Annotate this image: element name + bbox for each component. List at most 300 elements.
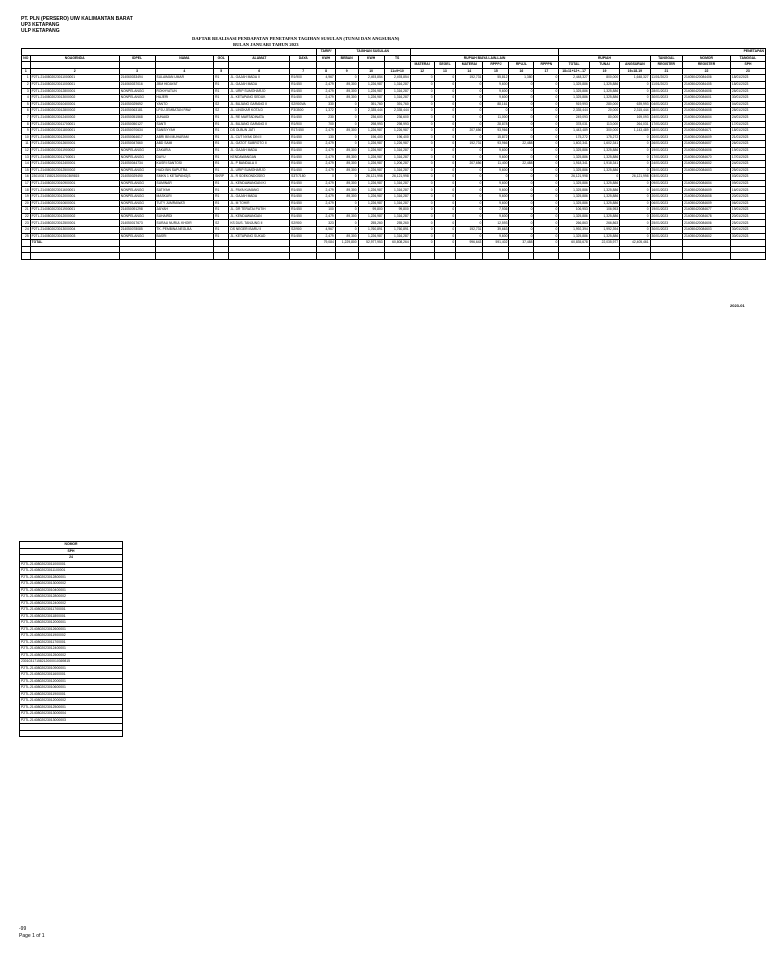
cell-kwh2: 1,226,987	[358, 81, 384, 88]
cell-daya: S3T/7180	[290, 174, 317, 181]
cell-tglsph: 06/01/2023	[730, 200, 765, 207]
cell-tglreg: 25/01/2023	[650, 220, 683, 227]
cell-kwh2: 196,400	[358, 134, 384, 141]
cell-gol: R1	[214, 147, 229, 154]
cell-kwh: 2,479	[317, 180, 335, 187]
cell-ts: 1,316,287	[384, 200, 410, 207]
cell-materai2: 0	[456, 187, 483, 194]
cell-tunai: 300,000	[589, 128, 619, 135]
tanggal-sph-header: TANGGAL	[730, 55, 765, 62]
cell-rpppj: 11,400	[483, 161, 509, 168]
cell-kwh2: 1,226,987	[358, 180, 384, 187]
cell-kwh: 2,479	[317, 128, 335, 135]
header-row-2	[22, 55, 766, 62]
cell-kwh2: 391,760	[358, 101, 384, 108]
cell-alamat: JL. KENDAWANGAN KI	[229, 180, 290, 187]
cell-ts: 255,260	[384, 220, 410, 227]
table-row	[22, 108, 766, 115]
cell-materai: 0	[410, 147, 434, 154]
cell-idpel: 214050070634	[119, 128, 155, 135]
cell-angsuran: 0	[620, 88, 650, 95]
cell-idpel: 214050050127	[119, 121, 155, 128]
cell-ts: 1,226,987	[384, 128, 410, 135]
cell-daya: R1/450	[290, 154, 317, 161]
cell-tglsph: 21/01/2023	[730, 134, 765, 141]
cell-materai2: 0	[456, 95, 483, 102]
cell-nomor: 214050420084606	[683, 147, 731, 154]
cell-idpel: 214060037016	[119, 81, 155, 88]
cell-nama: ABD SAMI	[155, 141, 214, 148]
cell-agenda: P2TL.2140802023011700001	[30, 154, 119, 161]
rpppn-header: RPPPN	[534, 62, 559, 69]
cell-segel: 0	[434, 154, 456, 161]
cell-segel: 0	[434, 147, 456, 154]
cell-segel: 0	[434, 207, 456, 214]
cell-angsuran: 1,648,327	[620, 75, 650, 82]
cell-materai2: 0	[456, 147, 483, 154]
cell-alamat: JL. DR TERATAI PUTIH	[229, 207, 290, 214]
cell-tunai: 175,272	[589, 134, 619, 141]
cell-rpujl: 0	[509, 114, 534, 121]
cell-daya: R1/450	[290, 81, 317, 88]
angsuran-header: ANGSURAN	[620, 62, 650, 69]
cell-materai: 0	[410, 95, 434, 102]
cell-tunai: 0	[589, 174, 619, 181]
tarif-header: TARIF/	[317, 49, 335, 56]
cell-rpppj: 15,872	[483, 134, 509, 141]
cell-idpel: NONPELANGG	[119, 180, 155, 187]
cell-rpujl: 0	[509, 121, 534, 128]
cell-no: 9	[22, 128, 31, 135]
cell-beban: 89,300	[335, 161, 358, 168]
cell-angsuran: 0	[620, 141, 650, 148]
cell-materai: 0	[410, 101, 434, 108]
footer-page: Page 1 of 1	[19, 933, 45, 939]
cell-no: 1	[22, 75, 31, 82]
cell-tglreg: 20/01/2023	[650, 213, 683, 220]
cell-total: 1,325,886	[559, 200, 589, 207]
cell-rpujl: 0	[509, 95, 534, 102]
sph-number: P2TL.2140802023012600001	[20, 626, 123, 633]
cell-nama: SUMINAR	[155, 180, 214, 187]
cell-rpppj: 9,600	[483, 88, 509, 95]
cell-tglsph: 25/01/2023	[730, 220, 765, 227]
cell-kwh2: 1,226,987	[358, 154, 384, 161]
cell-tunai: 1,325,886	[589, 180, 619, 187]
cell-rpppn: 0	[534, 108, 559, 115]
company-name: PT. PLN (PERSERO) UIW KALIMANTAN BARAT	[21, 16, 133, 22]
cell-no: 21	[22, 207, 31, 214]
table-row	[22, 194, 766, 201]
cell-gol: S2	[214, 101, 229, 108]
cell-angsuran: 0	[620, 154, 650, 161]
cell-materai2: 192,731	[456, 141, 483, 148]
cell-total: 2,448,327	[559, 75, 589, 82]
cell-kwh: 2,479	[317, 147, 335, 154]
table-row	[22, 161, 766, 168]
cell-rpppn: 0	[534, 213, 559, 220]
cell-daya: R1/900	[290, 121, 317, 128]
cell-beban: 89,300	[335, 213, 358, 220]
cell-kwh: 2,479	[317, 187, 335, 194]
cell-materai: 0	[410, 220, 434, 227]
sph-number: P2TL.2140802023011000001	[20, 561, 123, 568]
rupiah-header: RUPIAH	[559, 55, 650, 62]
column-number: 15	[483, 68, 509, 75]
cell-kwh2: 1,226,987	[358, 194, 384, 201]
register-header: REGISTER	[650, 62, 683, 69]
cell-materai2: 0	[456, 167, 483, 174]
cell-tglsph: 30/01/2023	[730, 233, 765, 240]
total-empty-cell	[290, 240, 317, 247]
cell-alamat: JL. GAJAH MADA	[229, 194, 290, 201]
cell-rpppj: 0	[483, 108, 509, 115]
cell-tglreg: 20/01/2023	[650, 194, 683, 201]
cell-rpujl: 0	[509, 147, 534, 154]
sph-number: P2TL.2140802023013000002	[20, 581, 123, 588]
tagihan-susulan-header: TAGIHAN SUSULAN	[335, 49, 410, 56]
cell-agenda: P2TL.2140802023011600001	[30, 187, 119, 194]
cell-idpel: 214050029692	[119, 101, 155, 108]
cell-rpppj: 9,600	[483, 147, 509, 154]
report-period: BULAN JANUARI TAHUN 2023	[233, 42, 299, 47]
cell-ts: 1,316,287	[384, 147, 410, 154]
sph-number: P2TL.2140802023011700001	[20, 607, 123, 614]
cell-rpppj: 9,600	[483, 167, 509, 174]
cell-rpppj: 9,600	[483, 213, 509, 220]
cell-idpel: 214050047660	[119, 141, 155, 148]
column-number: 5	[214, 68, 229, 75]
cell-kwh: 4,967	[317, 227, 335, 234]
cell-beban: 89,300	[335, 167, 358, 174]
cell-ts: 1,316,287	[384, 88, 410, 95]
cell-kwh2: 99,800	[358, 207, 384, 214]
cell-gol: R1	[214, 167, 229, 174]
cell-rpppn: 0	[534, 194, 559, 201]
cell-kwh2: 298,993	[358, 121, 384, 128]
cell-rpppn: 0	[534, 128, 559, 135]
cell-total: 1,325,886	[559, 167, 589, 174]
cell-segel: 0	[434, 128, 456, 135]
cell-rpppn: 0	[534, 81, 559, 88]
cell-total: 1,325,886	[559, 194, 589, 201]
cell-alamat: JL. KENDAWANGAN	[229, 213, 290, 220]
cell-ts: 1,316,287	[384, 81, 410, 88]
cell-nomor: 214050420084603	[683, 227, 731, 234]
cell-no: 17	[22, 180, 31, 187]
cell-kwh: 0	[317, 174, 335, 181]
cell-segel: 0	[434, 134, 456, 141]
cell-tglsph: 28/01/2023	[730, 108, 765, 115]
cell-nama: HADI BIN SAPUTRA	[155, 167, 214, 174]
cell-alamat: JL. URIP SUMOHARJO	[229, 167, 290, 174]
cell-nama: TUTY JUMRAWATI	[155, 200, 214, 207]
cell-gol: R1	[214, 95, 229, 102]
cell-tglsph: 18/01/2023	[730, 81, 765, 88]
cell-tglsph: 26/01/2023	[730, 141, 765, 148]
cell-tglreg: 24/01/2023	[650, 161, 683, 168]
cell-segel: 0	[434, 227, 456, 234]
cell-ts: 1,226,987	[384, 141, 410, 148]
cell-tglsph: 19/01/2023	[730, 147, 765, 154]
cell-beban: 0	[335, 108, 358, 115]
cell-no: 25	[22, 233, 31, 240]
cell-angsuran: 264,031	[620, 121, 650, 128]
cell-segel: 0	[434, 121, 456, 128]
column-number: 6	[229, 68, 290, 75]
cell-ts: 391,760	[384, 101, 410, 108]
cell-angsuran: 0	[620, 213, 650, 220]
cell-kwh2: 2,493,854	[358, 75, 384, 82]
sph-number: P2TL.2140802023012800001	[20, 574, 123, 581]
cell-beban: 89,300	[335, 81, 358, 88]
cell-gol: R1	[214, 75, 229, 82]
cell-tunai: 1,325,886	[589, 213, 619, 220]
table-row	[22, 147, 766, 154]
cell-tglsph: 18/01/2023	[730, 75, 765, 82]
table-row	[22, 75, 766, 82]
cell-total: 1,325,886	[559, 213, 589, 220]
cell-rpppn: 0	[534, 75, 559, 82]
sph-number: P2TL.2140802023011600001	[20, 672, 123, 679]
sph-number: P2TL.2140802023011700001	[20, 639, 123, 646]
cell-materai2: 0	[456, 207, 483, 214]
cell-rpujl: 0	[509, 174, 534, 181]
cell-agenda: P2TL.2140802023013000004	[30, 227, 119, 234]
cell-rpujl: 0	[509, 233, 534, 240]
cell-nama: ABRI BIN MUHARAM	[155, 134, 214, 141]
cell-alamat: JL. R SOEKONDGSEO	[229, 174, 290, 181]
cell-no: 12	[22, 147, 31, 154]
cell-tglreg: 19/01/2023	[650, 147, 683, 154]
cell-total: 1,918,341	[559, 161, 589, 168]
cell-daya: R1/450	[290, 200, 317, 207]
table-row	[22, 180, 766, 187]
cell-ts: 1,316,287	[384, 167, 410, 174]
cell-beban: 0	[335, 101, 358, 108]
cell-rpppn: 0	[534, 101, 559, 108]
cell-gol: R1	[214, 81, 229, 88]
cell-no: 14	[22, 161, 31, 168]
cell-angsuran: 0	[620, 200, 650, 207]
cell-rpppj: 55,812	[483, 75, 509, 82]
cell-tunai: 1,325,886	[589, 200, 619, 207]
cell-kwh2: 1,226,987	[358, 233, 384, 240]
cell-kwh2: 2,335,444	[358, 108, 384, 115]
cell-nama: ROKHYATUN	[155, 88, 214, 95]
cell-kwh2: 1,226,987	[358, 95, 384, 102]
cell-beban: 0	[335, 227, 358, 234]
total-materai2: 996,643	[456, 240, 483, 247]
cell-kwh: 2,479	[317, 154, 335, 161]
cell-rpujl: 0	[509, 187, 534, 194]
segel-header: SEGEL	[434, 62, 456, 69]
cell-tunai: 1,325,886	[589, 154, 619, 161]
total-empty-cell	[155, 240, 214, 247]
total-empty-cell	[730, 240, 765, 247]
cell-idpel: 214060033494	[119, 75, 155, 82]
cell-materai: 0	[410, 108, 434, 115]
cell-tunai: 106,953	[589, 207, 619, 214]
cell-alamat: JL. M TOHIR	[229, 200, 290, 207]
cell-rpppn: 0	[534, 227, 559, 234]
cell-tunai: 266,863	[589, 220, 619, 227]
cell-no: 18	[22, 187, 31, 194]
cell-no: 13	[22, 154, 31, 161]
sph-number: P2TL.2140802023010900001	[20, 665, 123, 672]
column-number: 12	[410, 68, 434, 75]
sph-number: P2TL.2140802023012000001	[20, 620, 123, 627]
cell-rpppn: 0	[534, 187, 559, 194]
cell-agenda: P2TL.2140802023012800002	[30, 108, 119, 115]
cell-tglsph: 30/01/2023	[730, 95, 765, 102]
cell-kwh: 100	[317, 207, 335, 214]
cell-rpppn: 0	[534, 220, 559, 227]
cell-tglsph: 09/01/2023	[730, 180, 765, 187]
cell-nama: BASRI	[155, 233, 214, 240]
cell-materai: 0	[410, 81, 434, 88]
cell-agenda: P2TL.2140802023012000001	[30, 134, 119, 141]
column-number: 2	[30, 68, 119, 75]
cell-rpppn: 0	[534, 121, 559, 128]
cell-total: 1,325,886	[559, 81, 589, 88]
cell-rpppj: 12,593	[483, 220, 509, 227]
column-number: 13	[434, 68, 456, 75]
cell-kwh2: 1,226,987	[358, 88, 384, 95]
cell-kwh2: 1,226,987	[358, 161, 384, 168]
cell-total: 249,093	[559, 114, 589, 121]
cell-materai2: 0	[456, 180, 483, 187]
cell-gol: R1	[214, 141, 229, 148]
noagenda-header: NOAGENDA	[30, 55, 119, 62]
cell-angsuran: 0	[620, 187, 650, 194]
cell-daya: R1/450	[290, 134, 317, 141]
cell-gol: R1	[214, 88, 229, 95]
cell-materai2: 0	[456, 88, 483, 95]
cell-tunai: 113,000	[589, 121, 619, 128]
cell-kwh: 2,479	[317, 213, 335, 220]
cell-alamat: JL. GATOT SUBROTO II	[229, 141, 290, 148]
cell-kwh: 330	[317, 101, 335, 108]
cell-total: 1,325,886	[559, 233, 589, 240]
cell-segel: 0	[434, 180, 456, 187]
cell-nama: SATIYAH	[155, 187, 214, 194]
cell-segel: 0	[434, 233, 456, 240]
cell-total: 1,602,341	[559, 141, 589, 148]
sph-h3: 24	[20, 555, 123, 562]
tunai-header: TUNAI	[589, 62, 619, 69]
sph-number: P2TL.2140802023011900002	[20, 633, 123, 640]
cell-rpppn: 0	[534, 114, 559, 121]
sph-number: P2TL.2140802023010600001	[20, 685, 123, 692]
cell-materai: 0	[410, 88, 434, 95]
cell-segel: 0	[434, 88, 456, 95]
table-row	[22, 220, 766, 227]
column-number: 14	[456, 68, 483, 75]
cell-alamat: JL. P BANDALA II	[229, 161, 290, 168]
cell-gol: R1	[214, 161, 229, 168]
table-row	[22, 121, 766, 128]
cell-daya: R1/450	[290, 213, 317, 220]
cell-materai: 0	[410, 194, 434, 201]
cell-materai2: 0	[456, 233, 483, 240]
cell-kwh: 2,479	[317, 161, 335, 168]
cell-segel: 0	[434, 187, 456, 194]
cell-gol: R1	[214, 121, 229, 128]
cell-rpujl: 0	[509, 88, 534, 95]
cell-agenda: P2TL.2140802023011000001	[30, 81, 119, 88]
cell-kwh2: 1,226,987	[358, 167, 384, 174]
cell-tglsph: 20/01/2023	[730, 194, 765, 201]
column-number: 18=11+12+...17	[559, 68, 589, 75]
cell-tglreg: 20/01/2023	[650, 134, 683, 141]
cell-tglsph: 24/01/2023	[730, 161, 765, 168]
total-ts: 60,808,264	[384, 240, 410, 247]
column-number: 16	[509, 68, 534, 75]
cell-agenda: P2TL.2140802023013000003	[30, 233, 119, 240]
cell-tglsph: 30/01/2023	[730, 227, 765, 234]
cell-no: 19	[22, 194, 31, 201]
table-row	[22, 128, 766, 135]
cell-angsuran: 0	[620, 147, 650, 154]
cell-beban: 89,300	[335, 95, 358, 102]
cell-ts: 298,993	[384, 121, 410, 128]
cell-materai2: 0	[456, 220, 483, 227]
cell-idpel: NONPELANGG	[119, 147, 155, 154]
cell-tunai: 1,602,341	[589, 141, 619, 148]
table-row	[22, 114, 766, 121]
cell-materai2: 0	[456, 101, 483, 108]
table-row	[22, 88, 766, 95]
cell-segel: 0	[434, 95, 456, 102]
sph-section	[19, 541, 123, 737]
cell-tglsph: 24/01/2023	[730, 114, 765, 121]
cell-daya: R1/900	[290, 75, 317, 82]
cell-segel: 0	[434, 167, 456, 174]
total-empty-cell	[214, 240, 229, 247]
beban-header: BEBAN	[335, 55, 358, 62]
cell-tglsph: 19/01/2023	[730, 207, 765, 214]
daya-header: DAYA	[290, 55, 317, 62]
cell-angsuran: 0	[620, 194, 650, 201]
header-row-3	[22, 62, 766, 69]
cell-beban: 0	[335, 220, 358, 227]
cell-materai2: 0	[456, 108, 483, 115]
cell-rpppj: 9,600	[483, 200, 509, 207]
cell-beban: 89,300	[335, 128, 358, 135]
cell-ts: 1,316,287	[384, 194, 410, 201]
cell-nomor: 214050420084671	[683, 128, 731, 135]
no-header: NO	[23, 55, 29, 60]
sph-header: SPH	[730, 62, 765, 69]
cell-no: 20	[22, 200, 31, 207]
cell-total: 1,992,394	[559, 227, 589, 234]
cell-rpppn: 0	[534, 154, 559, 161]
cell-segel: 0	[434, 200, 456, 207]
sph-number: P2TL.2140802023013000004	[20, 711, 123, 718]
cell-daya: R1/450	[290, 114, 317, 121]
cell-nama: ZAKARIA	[155, 147, 214, 154]
cell-materai2: 192,731	[456, 227, 483, 234]
cell-no: 5	[22, 101, 31, 108]
sph-number: P2TL.2140802023012000002	[20, 698, 123, 705]
cell-ts: 236,600	[384, 114, 410, 121]
cell-rpppj: 11,000	[483, 114, 509, 121]
report-title: DAFTAR REALISASI PENDAPATAN PENETAPAN TAGIHAN SUSULAN (TUNAI DAN ANGSURAN)	[192, 36, 400, 41]
cell-idpel: NONPELANGG	[119, 187, 155, 194]
cell-nama: HAJERI	[155, 95, 214, 102]
cell-agenda: P2TL.2140802023010400001	[30, 101, 119, 108]
